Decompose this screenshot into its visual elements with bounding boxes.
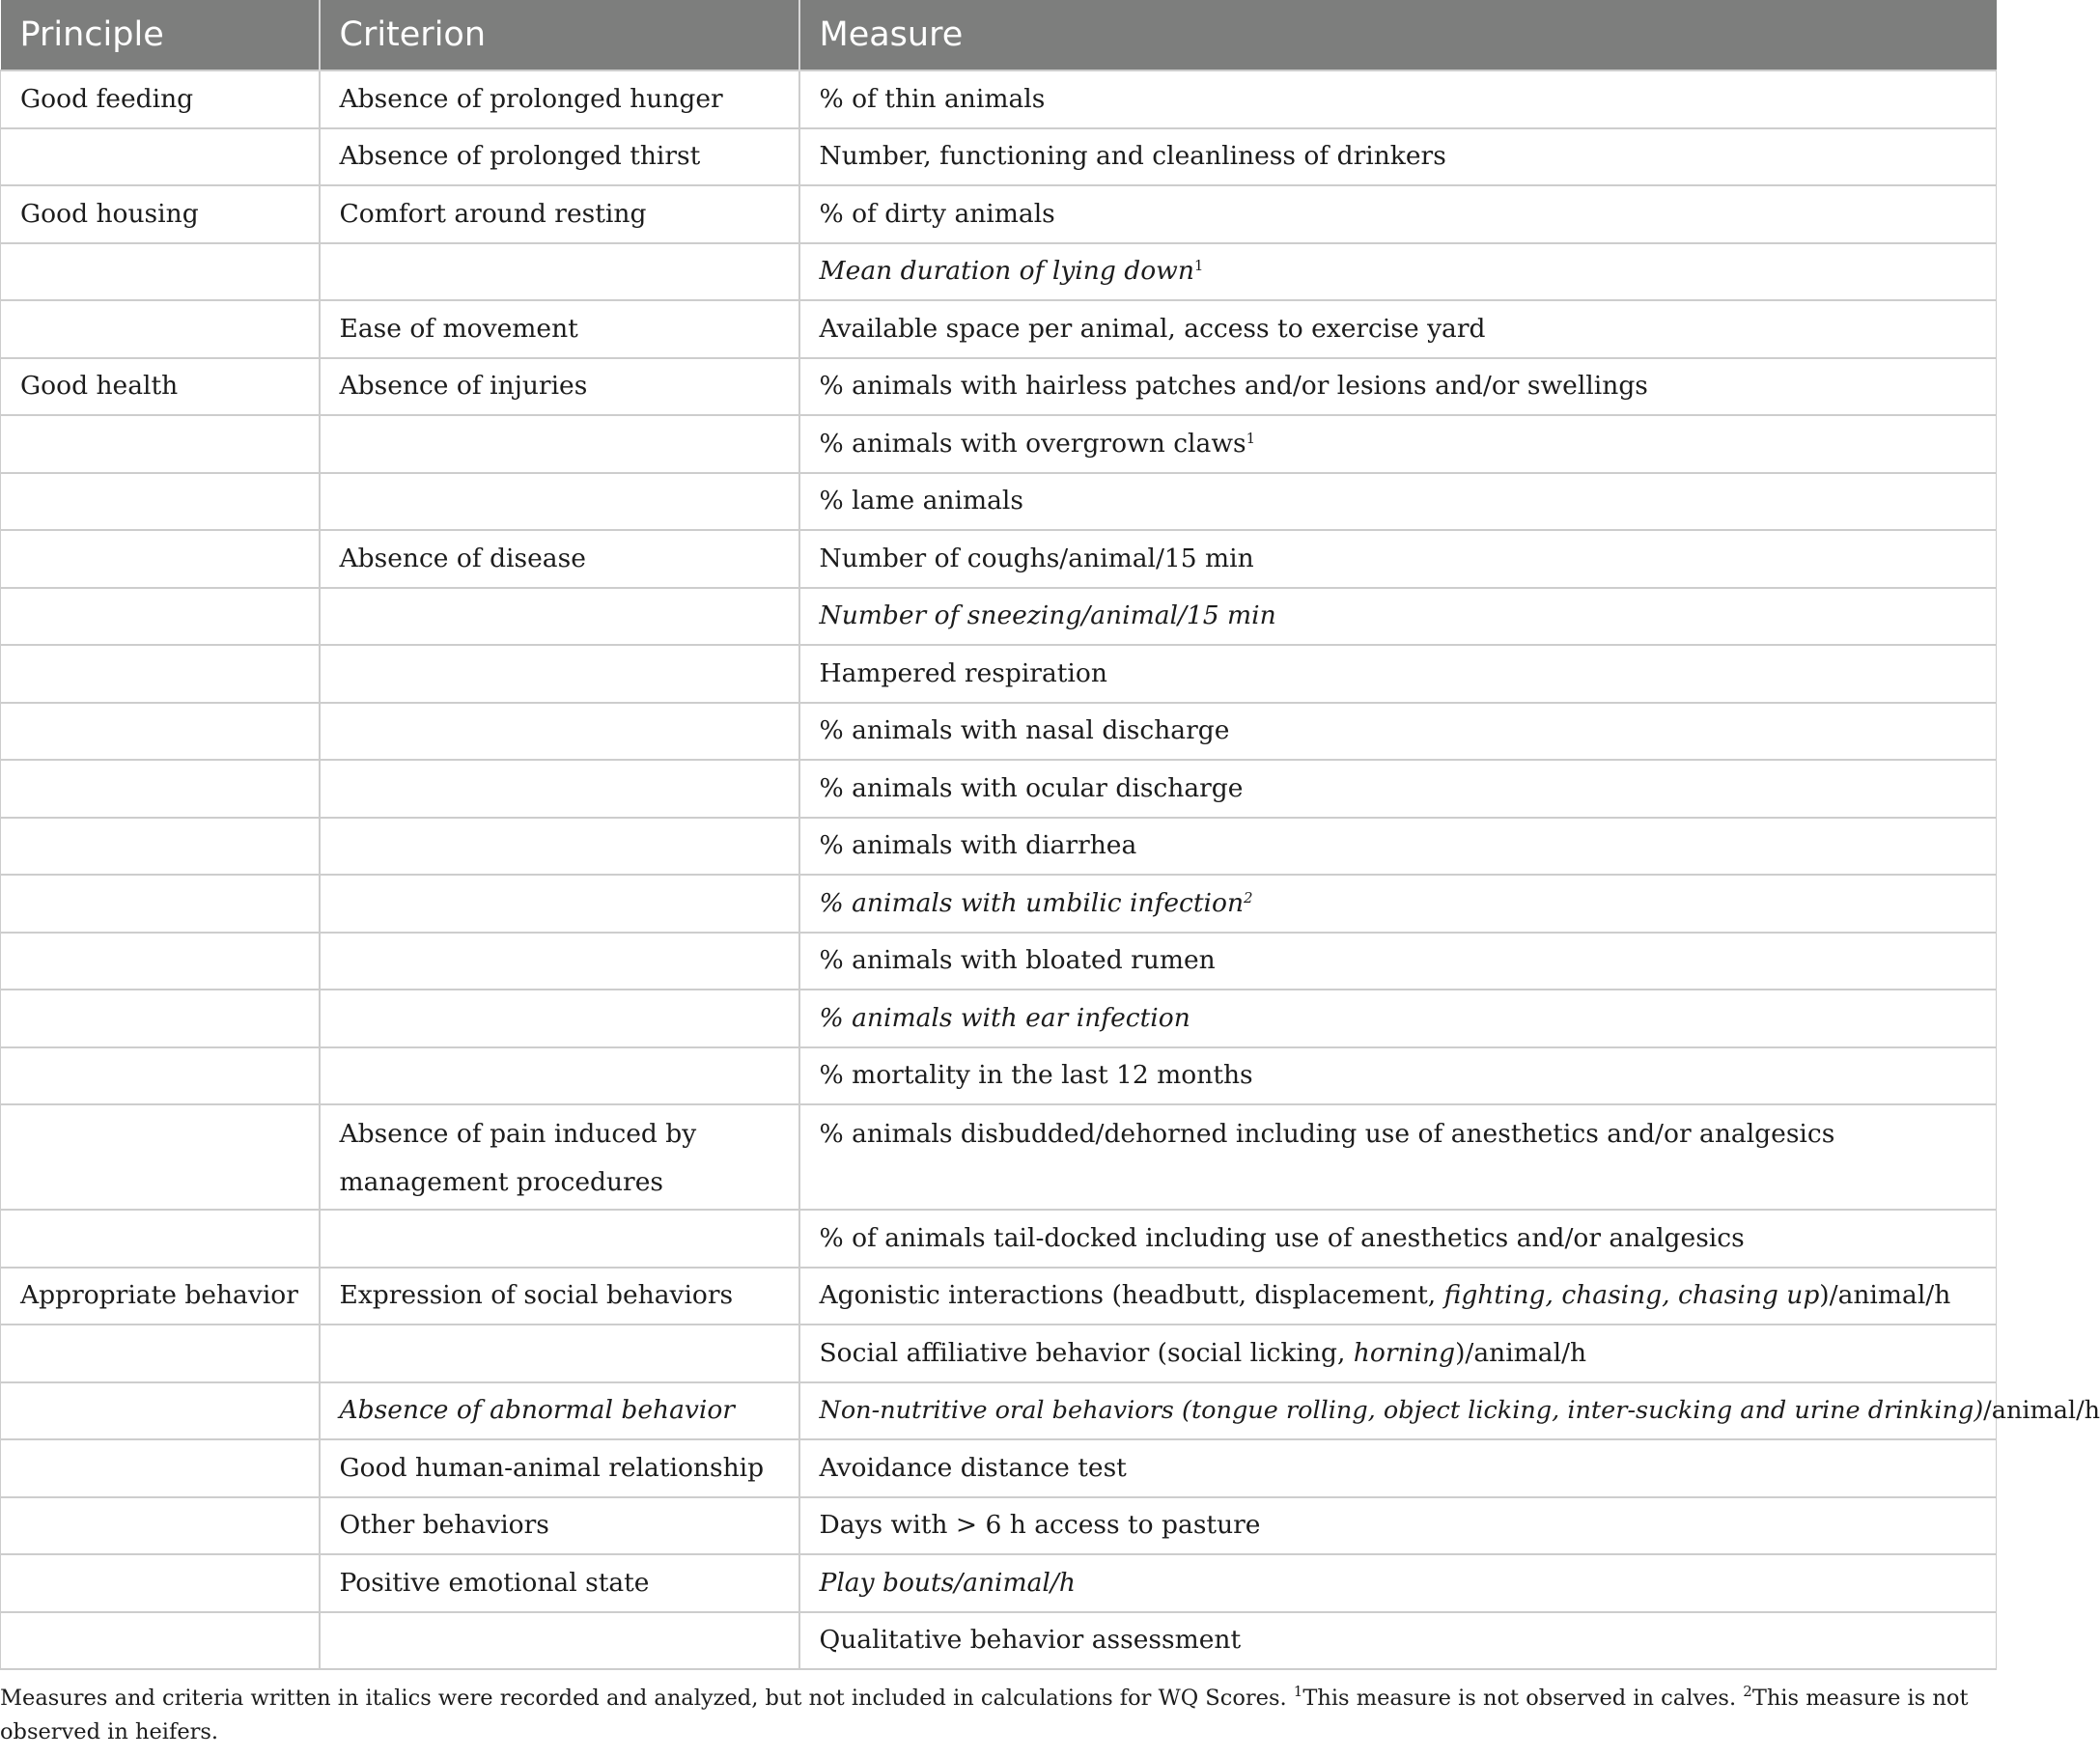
principle-cell [1, 415, 320, 473]
table-row [1, 473, 1997, 531]
table-row [1, 1104, 1997, 1210]
principle-cell [1, 1325, 320, 1382]
measure-text: % animals with overgrown claws [819, 428, 1246, 459]
principle-cell [1, 703, 320, 761]
footnote-marker: 1 [1193, 257, 1204, 275]
measure-text-italic: horning [1353, 1337, 1456, 1368]
measure-text: % animals with umbilic infection [819, 887, 1245, 918]
table-row [1, 645, 1997, 703]
criterion-cell [320, 1612, 799, 1670]
table-footnote [0, 1682, 1979, 1749]
footnote-marker: 1 [1246, 429, 1256, 447]
table-row [1, 875, 1997, 933]
table-row [1, 1612, 1997, 1670]
footnote-marker: 2 [1244, 888, 1253, 906]
measure-cell: % lame animals [799, 473, 1997, 531]
footnote-text: This measure is not observed in calves. [1302, 1686, 1744, 1711]
measure-cell: % animals with bloated rumen [799, 933, 1997, 990]
principle-cell [1, 1210, 320, 1268]
measure-text: Agonistic interactions (headbutt, displacement, [819, 1280, 1444, 1311]
principle-cell: Good housing [1, 185, 320, 243]
principle-cell [1, 1439, 320, 1497]
measure-cell: % animals with ear infection [799, 990, 1997, 1047]
principle-cell: Good health [1, 358, 320, 416]
measure-cell: Hampered respiration [799, 645, 1997, 703]
criterion-cell: Positive emotional state [320, 1554, 799, 1612]
measure-cell: % animals with nasal discharge [799, 703, 1997, 761]
principle-cell [1, 1554, 320, 1612]
principle-cell [1, 530, 320, 588]
measure-cell: Qualitative behavior assessment [799, 1612, 1997, 1670]
criterion-cell: Absence of pain induced by management procedures [320, 1104, 799, 1210]
measure-text: )/animal/h [1819, 1280, 1951, 1311]
measure-cell: Avoidance distance test [799, 1439, 1997, 1497]
table-row [1, 1268, 1997, 1325]
table-row [1, 128, 1997, 186]
table-row [1, 415, 1997, 473]
criterion-cell [320, 818, 799, 876]
criterion-cell: Good human-animal relationship [320, 1439, 799, 1497]
principle-cell [1, 588, 320, 646]
principle-cell [1, 1612, 320, 1670]
measure-text-italic: fighting, chasing, chasing up [1443, 1280, 1820, 1311]
measure-text: /animal/h [1983, 1396, 2100, 1426]
table-row [1, 818, 1997, 876]
criterion-cell [320, 990, 799, 1047]
principle-cell [1, 818, 320, 876]
principle-cell [1, 1104, 320, 1210]
measure-cell: Available space per animal, access to exercise yard [799, 300, 1997, 358]
table-row [1, 760, 1997, 818]
measure-cell [799, 1325, 1997, 1382]
principle-cell [1, 473, 320, 531]
measure-cell [799, 243, 1997, 301]
table-row [1, 70, 1997, 128]
footnote-marker: 2 [1743, 1683, 1752, 1700]
table-row [1, 1210, 1997, 1268]
measure-cell: % of animals tail-docked including use of anesthetics and/or analgesics [799, 1210, 1997, 1268]
criterion-cell [320, 415, 799, 473]
principle-cell [1, 128, 320, 186]
principle-cell [1, 990, 320, 1047]
table-row [1, 1439, 1997, 1497]
principle-cell [1, 243, 320, 301]
table-row [1, 1497, 1997, 1555]
header-criterion: Criterion [320, 0, 799, 70]
criterion-cell [320, 1047, 799, 1105]
criterion-cell [320, 760, 799, 818]
measure-text: )/animal/h [1455, 1337, 1587, 1368]
measure-text: Social affiliative behavior (social licking, [819, 1337, 1354, 1368]
measure-cell: % of dirty animals [799, 185, 1997, 243]
measure-cell: % animals with ocular discharge [799, 760, 1997, 818]
principle-cell [1, 760, 320, 818]
criterion-cell [320, 703, 799, 761]
criterion-cell [320, 645, 799, 703]
criterion-cell [320, 875, 799, 933]
header-principle: Principle [1, 0, 320, 70]
criterion-cell [320, 1210, 799, 1268]
footnote-text: This measure is not observed in heifers. [0, 1686, 1969, 1744]
measure-cell: Number of sneezing/animal/15 min [799, 588, 1997, 646]
principle-cell [1, 1382, 320, 1440]
principle-cell: Good feeding [1, 70, 320, 128]
criterion-cell: Absence of prolonged hunger [320, 70, 799, 128]
criterion-cell: Absence of injuries [320, 358, 799, 416]
principle-cell [1, 933, 320, 990]
criterion-cell: Other behaviors [320, 1497, 799, 1555]
footnote-text: Measures and criteria written in italics were recorded and analyzed, but not included in calculations for WQ Scores. [0, 1686, 1294, 1711]
table-header-row [1, 0, 1997, 70]
footnote-marker: 1 [1293, 1683, 1303, 1700]
criterion-cell [320, 243, 799, 301]
measure-cell: Play bouts/animal/h [799, 1554, 1997, 1612]
table-row [1, 530, 1997, 588]
header-measure: Measure [799, 0, 1997, 70]
criterion-cell: Absence of abnormal behavior [320, 1382, 799, 1440]
criterion-cell [320, 1325, 799, 1382]
principle-cell: Appropriate behavior [1, 1268, 320, 1325]
criterion-cell [320, 473, 799, 531]
table-row [1, 300, 1997, 358]
table-row [1, 243, 1997, 301]
table-row [1, 1047, 1997, 1105]
measure-cell: Days with > 6 h access to pasture [799, 1497, 1997, 1555]
measure-cell [799, 1268, 1997, 1325]
table-row [1, 588, 1997, 646]
measure-cell: % of thin animals [799, 70, 1997, 128]
measure-cell: % animals with diarrhea [799, 818, 1997, 876]
criterion-cell [320, 933, 799, 990]
criterion-cell: Expression of social behaviors [320, 1268, 799, 1325]
principle-cell [1, 1047, 320, 1105]
criterion-cell: Absence of prolonged thirst [320, 128, 799, 186]
criterion-cell: Absence of disease [320, 530, 799, 588]
measure-cell [799, 415, 1997, 473]
criterion-cell: Comfort around resting [320, 185, 799, 243]
table-row [1, 358, 1997, 416]
principle-cell [1, 645, 320, 703]
principle-cell [1, 300, 320, 358]
table-row [1, 185, 1997, 243]
measure-text: Mean duration of lying down [819, 256, 1194, 287]
principle-cell [1, 875, 320, 933]
table-row [1, 990, 1997, 1047]
measure-cell: % animals disbudded/dehorned including use of anesthetics and/or analgesics [799, 1104, 1997, 1210]
table-row [1, 1325, 1997, 1382]
principle-cell [1, 1497, 320, 1555]
table-row [1, 1554, 1997, 1612]
criterion-cell [320, 588, 799, 646]
table-row [1, 703, 1997, 761]
measure-cell: Number of coughs/animal/15 min [799, 530, 1997, 588]
measure-text-italic: Non-nutritive oral behaviors (tongue rolling, object licking, inter-sucking and urine drinking) [819, 1396, 1984, 1426]
criterion-cell: Ease of movement [320, 300, 799, 358]
measure-cell: Number, functioning and cleanliness of drinkers [799, 128, 1997, 186]
table-row [1, 1382, 1997, 1440]
measure-cell [799, 1382, 2100, 1440]
measure-cell [799, 875, 1997, 933]
table-row [1, 933, 1997, 990]
measure-cell: % animals with hairless patches and/or lesions and/or swellings [799, 358, 1997, 416]
measure-cell: % mortality in the last 12 months [799, 1047, 1997, 1105]
